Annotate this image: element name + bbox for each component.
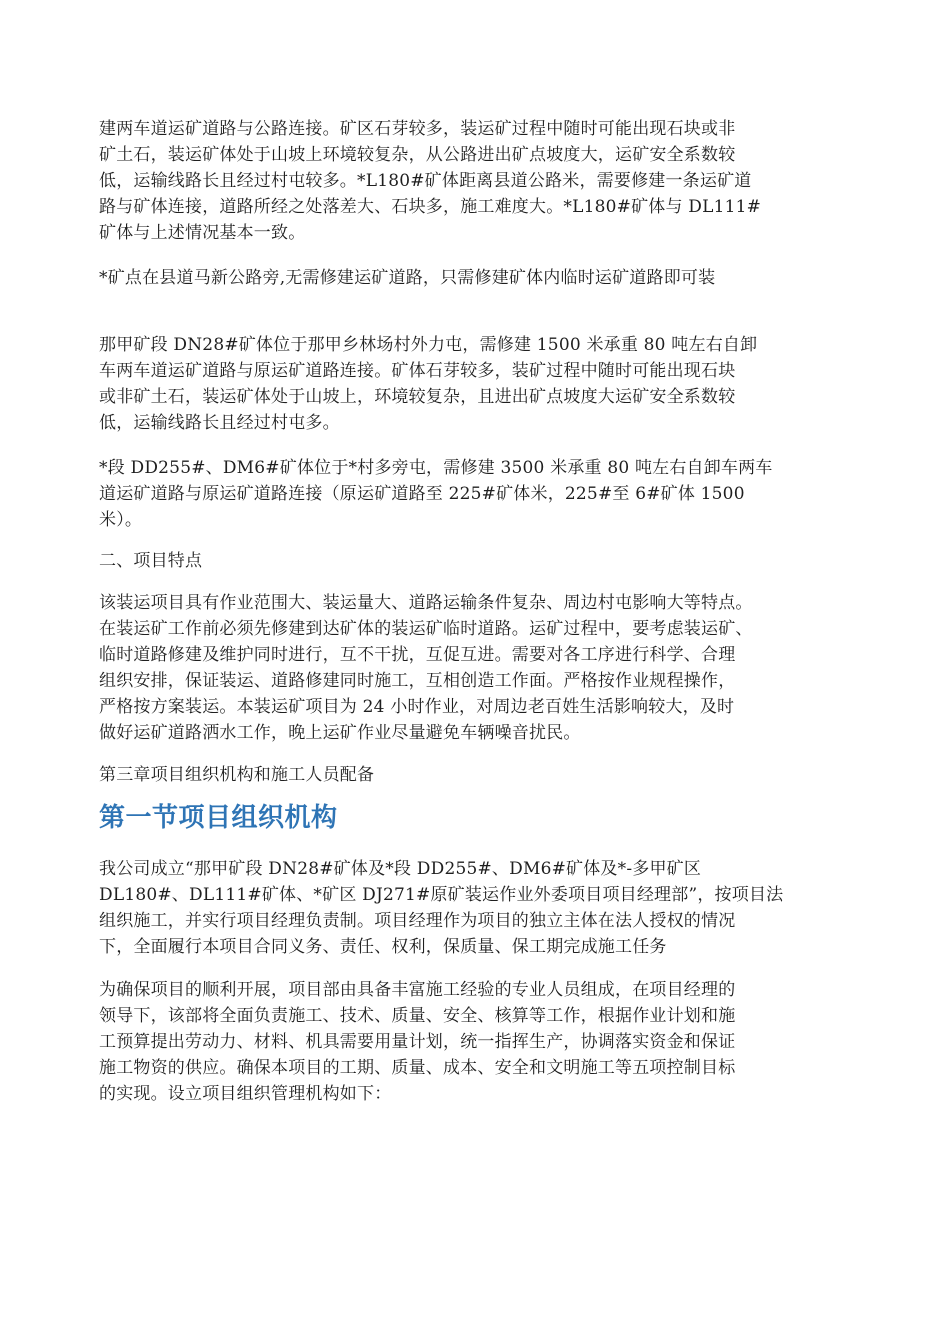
text-line: 严格按方案装运。本装运矿项目为 24 小时作业，对周边老百姓生活影响较大，及时 [99,697,735,717]
text-line: 我公司成立“那甲矿段 DN28#矿体及*段 DD255#、DM6#矿体及*-多甲矿区 [99,859,702,879]
text-line: 车两车道运矿道路与原运矿道路连接。矿体石芽较多，装矿过程中随时可能出现石块 [99,361,736,381]
text-line: 矿土石，装运矿体处于山坡上环境较复杂，从公路进出矿点坡度大，运矿安全系数较 [99,145,736,165]
text-line: 在装运矿工作前必须先修建到达矿体的装运矿临时道路。运矿过程中，要考虑装运矿、 [99,619,753,639]
text-line: 或非矿土石，装运矿体处于山坡上，环境较复杂，且进出矿点坡度大运矿安全系数较 [99,387,736,407]
text-line: 米）。 [99,510,143,530]
text-line: 那甲矿段 DN28#矿体位于那甲乡林场村外力屯，需修建 1500 米承重 80 吨左右自卸 [99,335,758,355]
chapter-title [99,762,861,788]
text-line: 该装运项目具有作业范围大、装运量大、道路运输条件复杂、周边村屯影响大等特点。 [99,593,753,613]
paragraph-mine-point [99,265,861,291]
section-heading: 第一节项目组织机构 [99,803,338,833]
text-line: 建两车道运矿道路与公路连接。矿区石芽较多，装运矿过程中随时可能出现石块或非 [99,119,736,139]
text-line: 第三章项目组织机构和施工人员配备 [99,765,375,785]
text-line: 施工物资的供应。确保本项目的工期、质量、成本、安全和文明施工等五项控制目标 [99,1058,736,1078]
text-line: 的实现。设立项目组织管理机构如下： [99,1084,392,1104]
text-line: 组织安排，保证装运、道路修建同时施工，互相创造工作面。严格按作业规程操作， [99,671,736,691]
text-line: 低，运输线路长且经过村屯较多。*L180#矿体距离县道公路米，需要修建一条运矿道 [99,171,752,191]
paragraph-project-organization [99,977,861,1107]
paragraph-najia-segment [99,332,861,436]
paragraph-project-features [99,590,861,746]
text-line: 做好运矿道路洒水工作，晚上运矿作业尽量避免车辆噪音扰民。 [99,723,581,743]
text-line: *矿点在县道马新公路旁,无需修建运矿道路，只需修建矿体内临时运矿道路即可装 [99,268,716,288]
text-line: DL180#、DL111#矿体、*矿区 DJ271#原矿装运作业外委项目项目经理部”，按项目法 [99,885,784,905]
text-line: 路与矿体连接，道路所经之处落差大、石块多，施工难度大。*L180#矿体与 DL111# [99,197,762,217]
text-line: 为确保项目的顺利开展，项目部由具备丰富施工经验的专业人员组成，在项目经理的 [99,980,736,1000]
section-title-project-features [99,548,861,574]
paragraph-road-construction [99,116,861,246]
text-line: 下，全面履行本项目合同义务、责任、权利，保质量、保工期完成施工任务 [99,937,667,957]
text-line: 二、项目特点 [99,551,203,571]
text-line: 道运矿道路与原运矿道路连接（原运矿道路至 225#矿体米，225#至 6#矿体 1500 [99,484,745,504]
text-line: 低，运输线路长且经过村屯多。 [99,413,340,433]
paragraph-project-department [99,856,861,960]
text-line: 领导下，该部将全面负责施工、技术、质量、安全、核算等工作，根据作业计划和施 [99,1006,736,1026]
text-line: *段 DD255#、DM6#矿体位于*村多旁屯，需修建 3500 米承重 80 吨左右自卸车两车 [99,458,773,478]
text-line: 组织施工，并实行项目经理负责制。项目经理作为项目的独立主体在法人授权的情况 [99,911,736,931]
text-line: 临时道路修建及维护同时进行，互不干扰，互促互进。需要对各工序进行科学、合理 [99,645,736,665]
paragraph-dd255-segment [99,455,861,533]
text-line: 工预算提出劳动力、材料、机具需要用量计划，统一指挥生产，协调落实资金和保证 [99,1032,736,1052]
text-line: 矿体与上述情况基本一致。 [99,223,306,243]
